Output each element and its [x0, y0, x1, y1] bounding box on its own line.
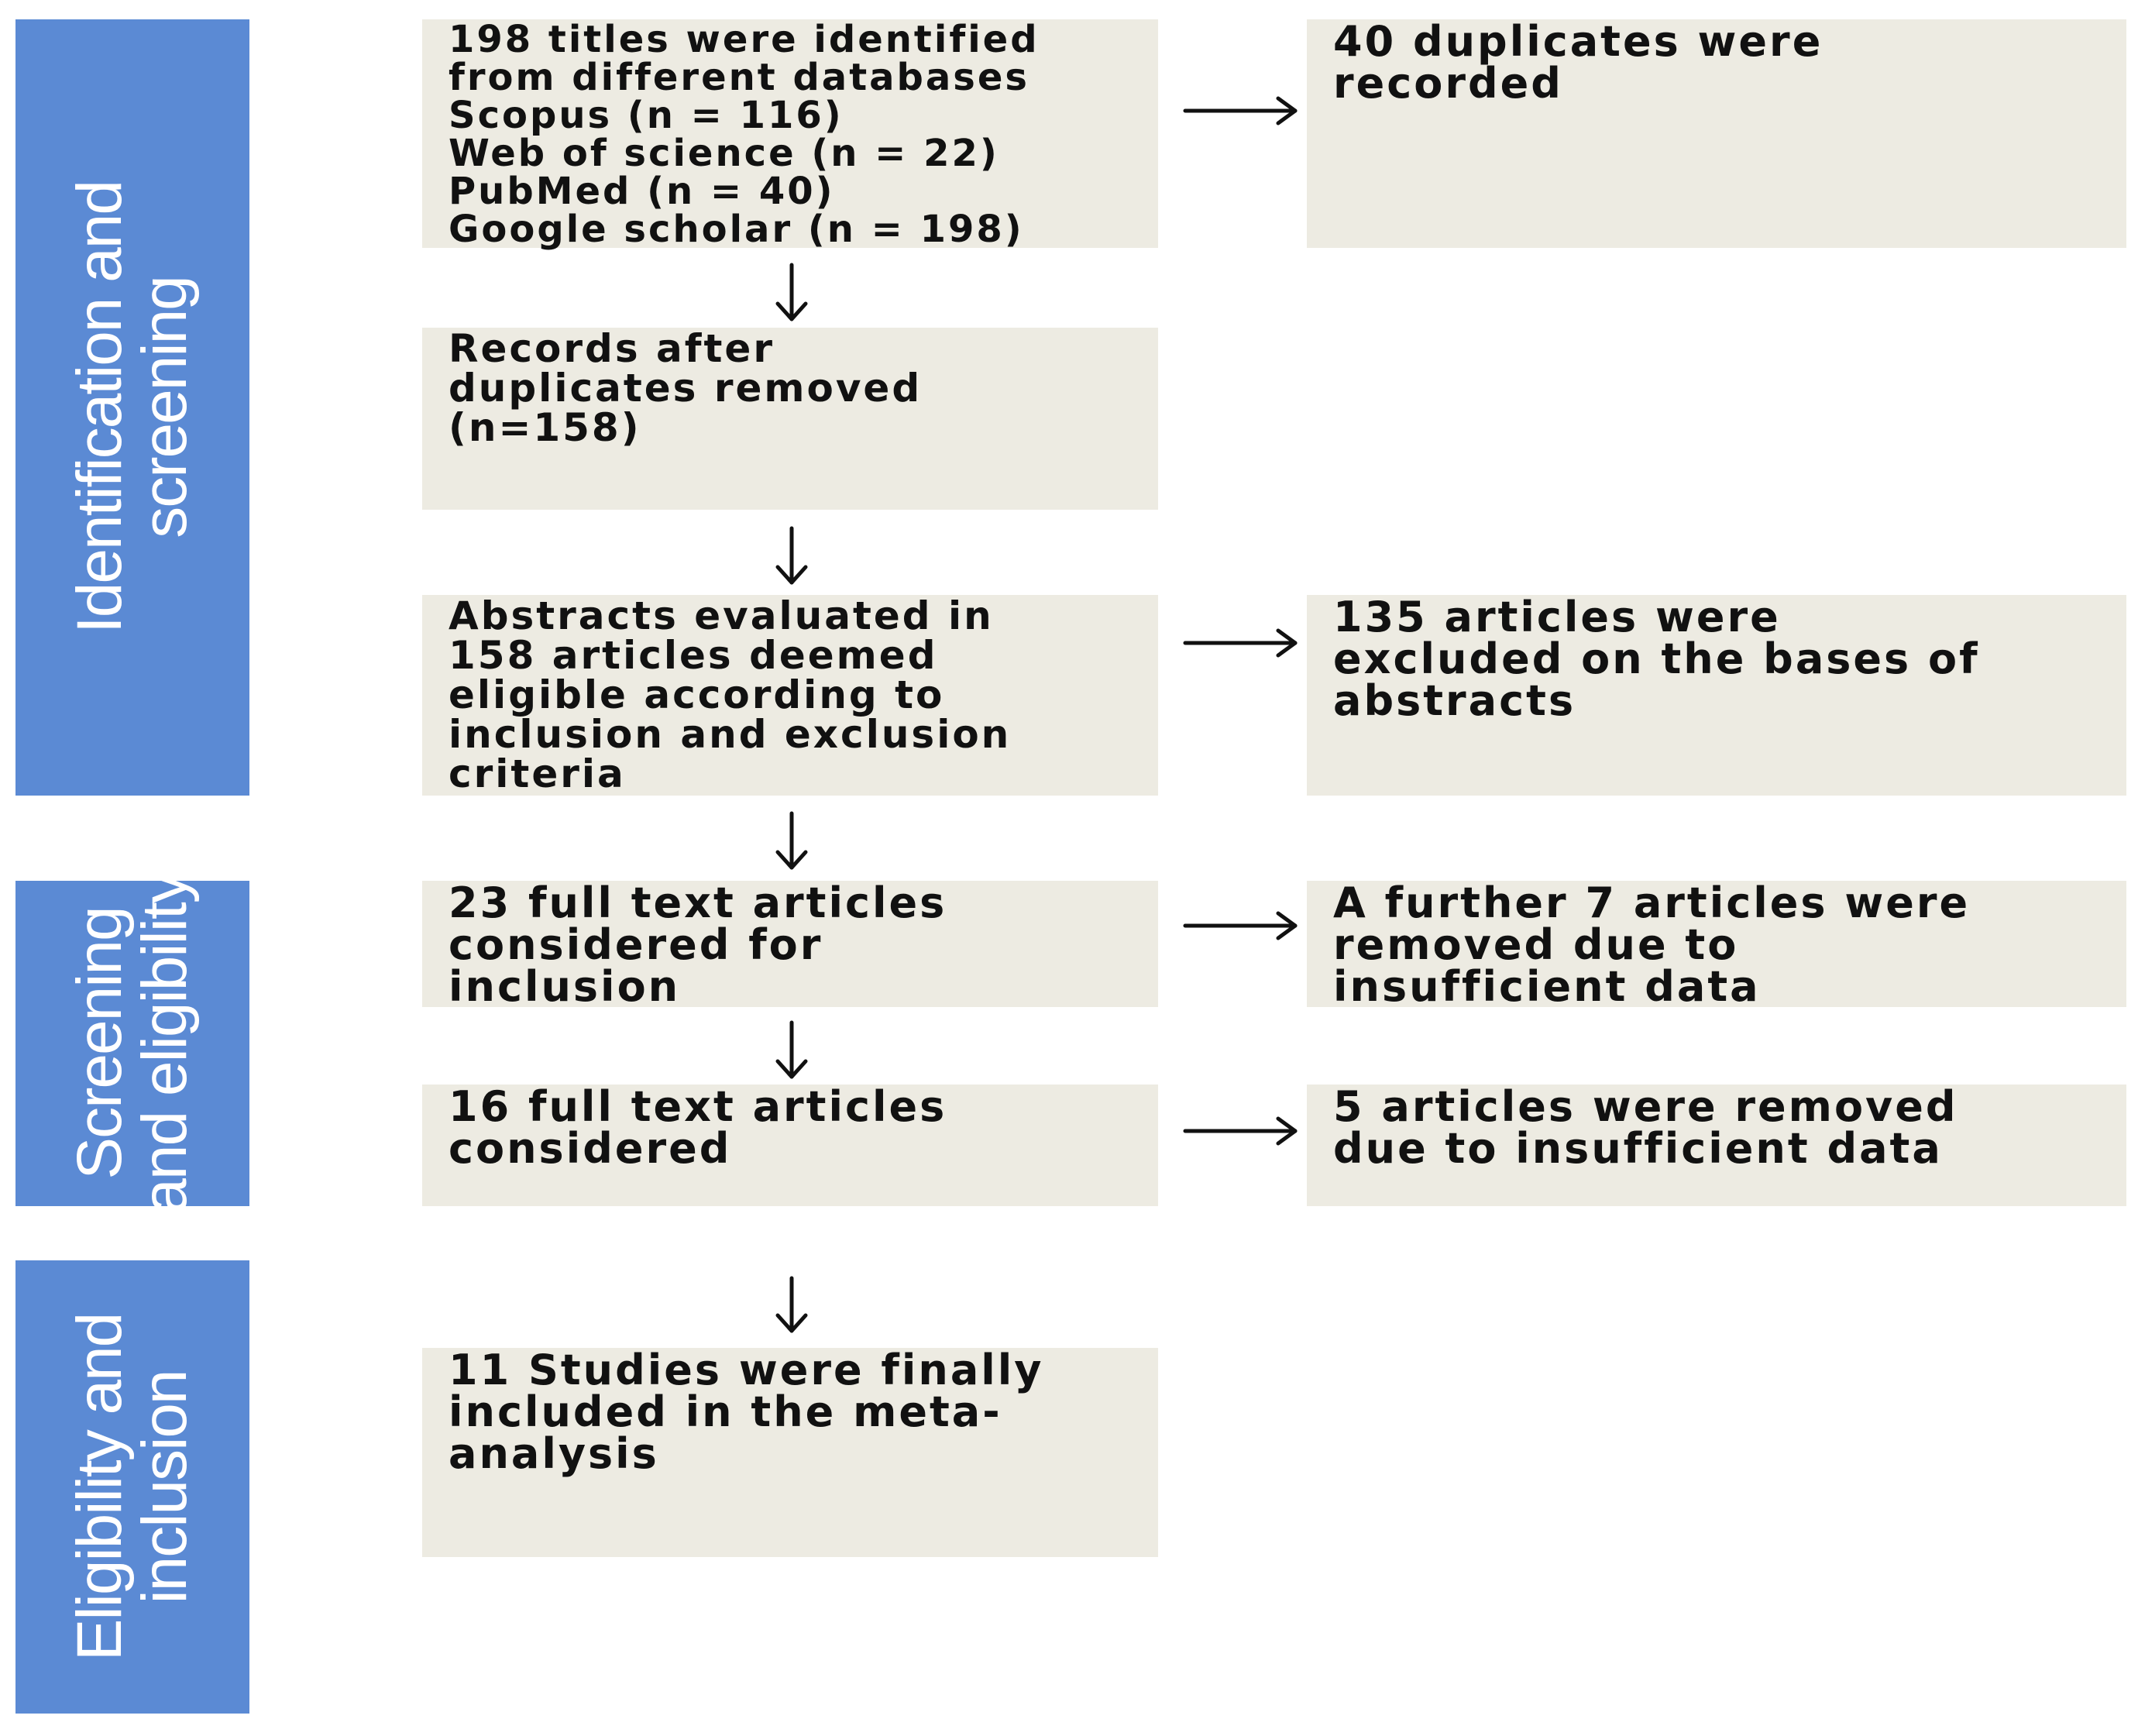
- box-line: PubMed (n = 40): [449, 170, 835, 213]
- box-line: 135 articles were: [1333, 593, 1781, 641]
- box-line: 40 duplicates were: [1333, 17, 1823, 66]
- box-line: 198 titles were identified: [449, 18, 1040, 61]
- box-line: included in the meta-: [449, 1387, 1002, 1436]
- box-duplicates-recorded: [1307, 19, 2126, 248]
- box-line: insufficient data: [1333, 962, 1761, 1011]
- box-line: criteria: [449, 751, 626, 796]
- box-records-identified: [422, 18, 1158, 251]
- box-line: removed due to: [1333, 920, 1739, 969]
- arrow-down-icon: [778, 528, 806, 583]
- stage-identification-screening: [15, 19, 249, 796]
- box-removed-7: [1307, 878, 2126, 1011]
- box-line: considered for: [449, 920, 823, 969]
- box-line: from different databases: [449, 56, 1029, 99]
- stage-label-screening-eligibility: Screening and eligibility: [64, 873, 200, 1214]
- box-line: considered: [449, 1124, 732, 1173]
- stage-label-eligibility-inclusion: Eligibility and inclusion: [64, 1313, 200, 1661]
- stage-eligibility-inclusion: [15, 1260, 249, 1714]
- arrow-right-icon: [1185, 98, 1295, 123]
- box-full-text-16: [422, 1082, 1158, 1206]
- box-line: excluded on the bases of: [1333, 634, 1980, 683]
- arrow-right-icon: [1185, 631, 1295, 655]
- box-line: 11 Studies were finally: [449, 1346, 1044, 1394]
- box-studies-included: [422, 1348, 1158, 1557]
- box-line: Web of science (n = 22): [449, 132, 999, 175]
- stage-screening-eligibility: [15, 873, 249, 1214]
- arrow-down-icon: [778, 265, 806, 319]
- arrow-down-icon: [778, 1023, 806, 1077]
- box-line: inclusion and exclusion: [449, 712, 1012, 757]
- box-records-after-duplicates: [422, 328, 1158, 510]
- box-line: Google scholar (n = 198): [449, 208, 1024, 251]
- box-removed-5: [1307, 1082, 2126, 1206]
- box-line: duplicates removed: [449, 366, 923, 411]
- box-line: 158 articles deemed: [449, 633, 938, 678]
- box-line: Abstracts evaluated in: [449, 593, 994, 638]
- box-line: Records after: [449, 326, 775, 371]
- box-line: A further 7 articles were: [1333, 878, 1971, 927]
- box-line: 16 full text articles: [449, 1082, 947, 1131]
- box-line: inclusion: [449, 962, 681, 1011]
- arrow-right-icon: [1185, 1119, 1295, 1143]
- stage-label-identification-screening: Identification and screening: [64, 180, 200, 634]
- box-line: abstracts: [1333, 676, 1576, 725]
- box-line: eligible according to: [449, 672, 945, 717]
- box-line: recorded: [1333, 59, 1563, 108]
- box-line: Scopus (n = 116): [449, 94, 844, 137]
- arrow-down-icon: [778, 813, 806, 868]
- arrow-down-icon: [778, 1278, 806, 1331]
- box-line: analysis: [449, 1429, 659, 1478]
- arrow-right-icon: [1185, 913, 1295, 938]
- box-abstracts-evaluated: [422, 595, 1158, 796]
- box-excluded-abstracts: [1307, 595, 2126, 796]
- box-line: 23 full text articles: [449, 878, 947, 927]
- box-line: (n=158): [449, 405, 641, 450]
- box-line: due to insufficient data: [1333, 1124, 1943, 1173]
- box-full-text-23: [422, 878, 1158, 1011]
- box-line: 5 articles were removed: [1333, 1082, 1958, 1131]
